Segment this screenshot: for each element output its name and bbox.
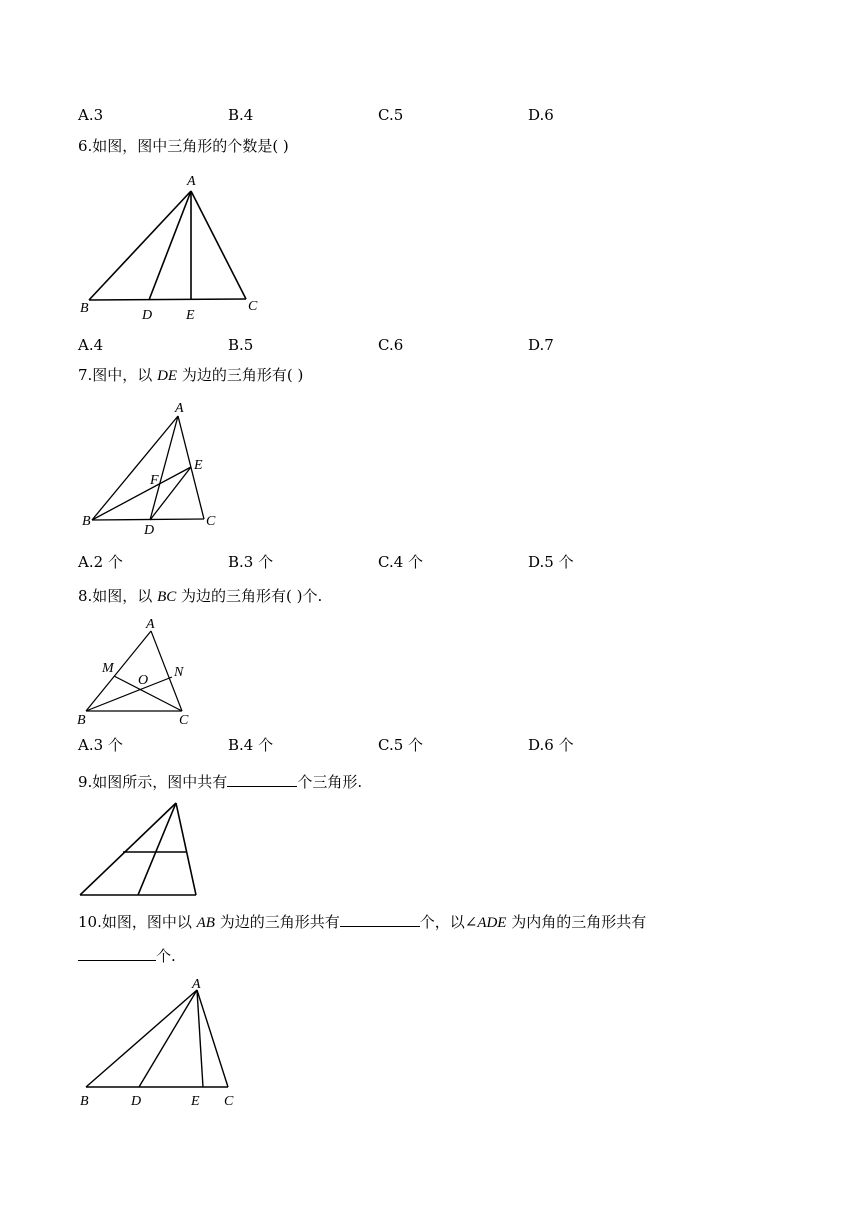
q7-stem-var: DE	[157, 368, 178, 384]
q7-segment-ad	[150, 416, 178, 520]
q6-option-c: C.6	[378, 336, 404, 354]
q8-label-b: B	[77, 713, 86, 728]
q5-option-b: B.4	[228, 106, 254, 124]
q6-segment-ab	[89, 191, 191, 300]
q8-stem-suffix: 为边的三角形有( )个.	[176, 587, 323, 605]
q8-option-b: B.4 个	[228, 736, 274, 754]
q7-stem	[78, 365, 303, 386]
q10-answer-blank-2[interactable]	[78, 945, 156, 961]
q10-figure	[76, 974, 256, 1114]
q7-figure	[78, 398, 238, 548]
q10-stem-part1: 10.如图，图中以	[78, 913, 197, 931]
q6-option-a: A.4	[78, 336, 104, 354]
q8-label-c: C	[179, 713, 189, 728]
q10-stem-part2: 为边的三角形共有	[214, 913, 340, 931]
q7-label-c: C	[206, 514, 216, 529]
q10-label-a: A	[192, 977, 201, 992]
q6-label-a: A	[187, 174, 196, 189]
q8-label-a: A	[146, 617, 155, 632]
q10-stem-var2: ADE	[477, 915, 507, 931]
q6-label-d: D	[142, 308, 153, 323]
q8-stem-var: BC	[157, 589, 177, 605]
q10-label-d: D	[131, 1094, 142, 1109]
q9-cevian	[138, 803, 176, 895]
q5-option-d: D.6	[528, 106, 554, 124]
q10-stem-part4: 为内角的三角形共有	[506, 913, 647, 931]
q6-label-e: E	[186, 308, 195, 323]
q9-side-left	[80, 803, 176, 895]
q9-figure	[72, 796, 212, 906]
q7-option-a: A.2 个	[78, 553, 123, 571]
q7-option-d: D.5 个	[528, 553, 574, 571]
q7-label-e: E	[194, 458, 203, 473]
q10-stem-var1: AB	[196, 915, 215, 931]
q7-label-d: D	[144, 523, 155, 538]
q9-stem	[78, 771, 362, 792]
q6-figure	[70, 168, 270, 328]
q10-stem-line1	[78, 911, 646, 933]
q6-stem: 6.如图，图中三角形的个数是( )	[78, 137, 289, 155]
q7-option-c: C.4 个	[378, 553, 424, 571]
q10-label-c: C	[224, 1094, 234, 1109]
q6-label-c: C	[248, 299, 258, 314]
q10-label-e: E	[191, 1094, 200, 1109]
q10-label-b: B	[80, 1094, 89, 1109]
q9-stem-suffix: 个三角形.	[297, 773, 363, 791]
q6-segment-ac	[191, 191, 246, 299]
q5-option-a: A.3	[78, 106, 104, 124]
q7-label-b: B	[82, 514, 91, 529]
q8-segment-ab	[86, 631, 151, 711]
q7-stem-suffix: 为边的三角形有( )	[177, 366, 304, 384]
q8-label-m: M	[102, 661, 114, 676]
q10-segment-ad	[139, 990, 197, 1087]
q9-stem-prefix: 9.如图所示，图中共有	[78, 773, 228, 791]
q7-option-b: B.3 个	[228, 553, 274, 571]
q6-segment-ad	[149, 191, 191, 300]
q6-label-b: B	[80, 301, 89, 316]
q6-option-b: B.5	[228, 336, 254, 354]
q7-segment-ab	[92, 416, 178, 520]
q7-stem-prefix: 7.图中，以	[78, 366, 158, 384]
q8-figure	[72, 614, 212, 729]
q8-option-a: A.3 个	[78, 736, 123, 754]
q8-option-d: D.6 个	[528, 736, 574, 754]
q10-stem-line2-suffix: 个.	[156, 947, 176, 965]
q8-segment-bn	[86, 677, 172, 711]
q7-label-f: F	[150, 473, 159, 488]
q9-answer-blank[interactable]	[227, 771, 297, 787]
q10-answer-blank-1[interactable]	[340, 911, 420, 927]
q8-option-c: C.5 个	[378, 736, 424, 754]
q10-stem-line2	[78, 945, 176, 966]
q10-stem-part3: 个，以∠	[419, 913, 478, 931]
q7-segment-bc	[92, 519, 204, 520]
q9-side-right	[176, 803, 196, 895]
q5-option-c: C.5	[378, 106, 404, 124]
q6-segment-bc	[89, 299, 246, 300]
q6-option-d: D.7	[528, 336, 554, 354]
q8-label-n: N	[174, 665, 184, 680]
q8-stem	[78, 586, 322, 607]
q8-label-o: O	[138, 673, 149, 688]
q8-stem-prefix: 8.如图，以	[78, 587, 158, 605]
q7-segment-be	[92, 467, 191, 520]
q10-segment-ab	[86, 990, 197, 1087]
q7-label-a: A	[175, 401, 184, 416]
